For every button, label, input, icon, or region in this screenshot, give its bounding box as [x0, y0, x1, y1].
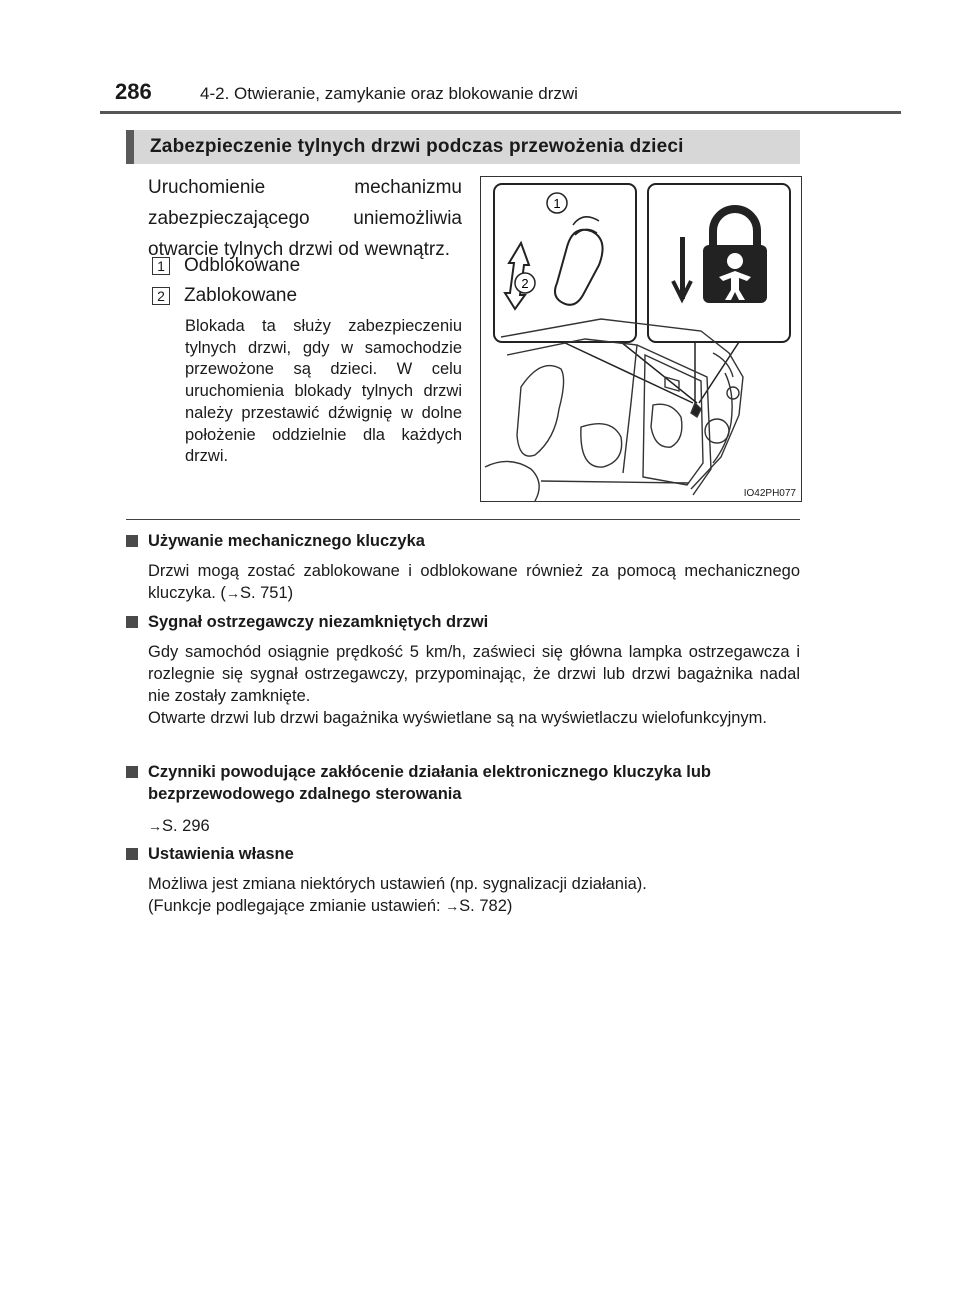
block-heading — [126, 761, 800, 805]
number-2-icon: 2 — [152, 287, 170, 305]
block-heading — [126, 843, 800, 865]
header-divider — [100, 111, 901, 114]
info-block-custom-settings — [126, 843, 800, 917]
legend-label-locked: Zablokowane — [184, 285, 298, 306]
block-title: Używanie mechanicznego kluczyka — [148, 532, 425, 550]
square-bullet-icon — [126, 535, 138, 547]
block-text-secondary: Otwarte drzwi lub drzwi bagażnika wyświetlane są na wyświetlaczu wielofunkcyjnym. — [148, 709, 767, 727]
section-intro: Uruchomienie mechanizmu zabezpieczającego uniemożliwia otwarcie tylnych drzwi od wewnątrz. — [148, 177, 462, 260]
square-bullet-icon — [126, 848, 138, 860]
square-bullet-icon — [126, 616, 138, 628]
figure-code: IO42PH077 — [743, 488, 796, 499]
block-text-main: Gdy samochód osiągnie prędkość 5 km/h, zaświeci się główna lampka ostrzegawcza i rozlegnie się sygnał ostrzegawczy, przypominając, że drzwi lub drzwi bagażnika nadal nie zostały zamknięte. — [148, 643, 800, 705]
child-lock-figure — [480, 176, 802, 502]
page-number: 286 — [115, 79, 152, 104]
block-text — [126, 641, 800, 729]
block-title: Sygnał ostrzegawczy niezamkniętych drzwi — [148, 613, 489, 631]
block-text-main: Drzwi mogą zostać zablokowane i odblokowane również za pomocą mechanicznego kluczyka. ( — [148, 562, 800, 602]
legend-item-locked — [152, 285, 297, 307]
child-lock-illustration — [481, 177, 801, 501]
block-title: Ustawienia własne — [148, 845, 294, 863]
page-reference: S. 751) — [239, 584, 294, 602]
info-block-mechanical-key — [126, 530, 800, 604]
legend-item-unlocked — [152, 255, 300, 277]
svg-text:2: 2 — [521, 276, 529, 291]
block-heading — [126, 611, 800, 633]
svg-text:1: 1 — [553, 196, 561, 211]
arrow-icon: → — [445, 898, 460, 914]
legend-label-unlocked: Odblokowane — [184, 255, 301, 276]
block-text — [126, 560, 800, 604]
callout-2-icon — [515, 273, 535, 293]
section-note: Blokada ta służy zabezpieczeniu tylnych drzwi, gdy w samochodzie przewożone są dzieci. W celu uruchomienia blokady tylnych drzwi należy przestawić dźwignię w dolne położenie oddzielnie dla każdych drzwi. — [185, 317, 462, 466]
square-bullet-icon — [126, 766, 138, 778]
section-divider — [126, 519, 800, 520]
block-text — [126, 815, 800, 837]
block-text-main: Możliwa jest zmiana niektórych ustawień (np. sygnalizacji działania). — [148, 875, 647, 893]
page-reference: S. 782) — [459, 897, 513, 915]
info-block-interference — [126, 761, 800, 837]
block-title: Czynniki powodujące zakłócenie działania elektronicznego kluczyka lub bezprzewodowego zdalnego sterowania — [148, 763, 711, 803]
chapter-title: 4-2. Otwieranie, zamykanie oraz blokowanie drzwi — [200, 84, 578, 103]
section-heading-bar — [126, 130, 800, 164]
arrow-icon: → — [225, 585, 240, 601]
number-1-icon: 1 — [152, 257, 170, 275]
block-text-secondary: (Funkcje podlegające zmianie ustawień: →S. 782) — [148, 897, 513, 915]
page-reference: S. 296 — [162, 817, 210, 835]
block-text — [126, 873, 800, 917]
car-door-drawing — [485, 319, 743, 501]
section-title: Zabezpieczenie tylnych drzwi podczas przewożenia dzieci — [150, 136, 684, 157]
block-heading — [126, 530, 800, 552]
callout-1-icon — [547, 193, 567, 213]
info-block-door-warning — [126, 611, 800, 729]
arrow-icon: → — [148, 818, 162, 834]
